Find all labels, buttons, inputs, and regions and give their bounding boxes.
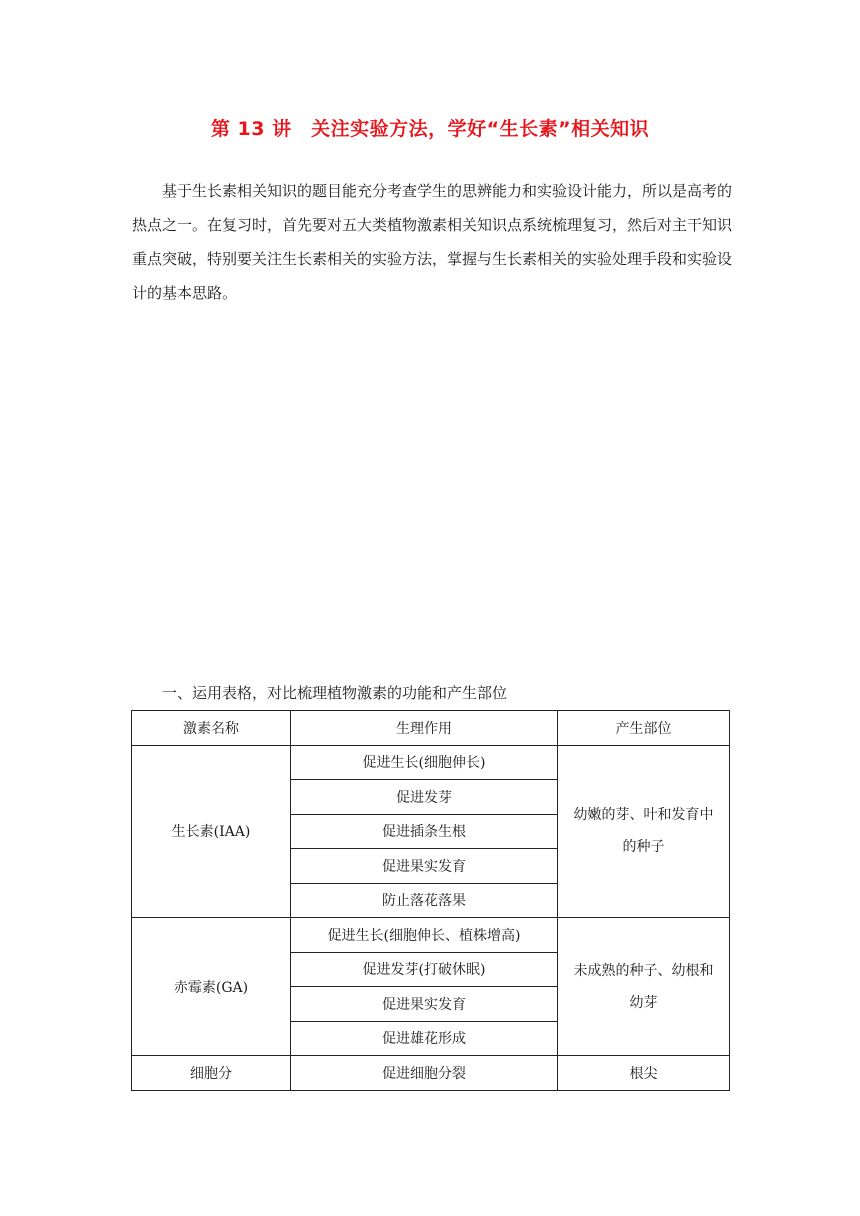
intro-paragraph: 基于生长素相关知识的题目能充分考查学生的思辨能力和实验设计能力，所以是高考的热点之一。在复习时，首先要对五大类植物激素相关知识点系统梳理复习，然后对主干知识重点突破，特别要关注生长素相关的实验方法，掌握与生长素相关的实验处理手段和实验设计的基本思路。 bbox=[132, 182, 733, 302]
hormone-name-cell: 细胞分 bbox=[132, 1056, 291, 1091]
section-heading: 一、运用表格，对比梳理植物激素的功能和产生部位 bbox=[162, 684, 508, 702]
function-cell: 促进细胞分裂 bbox=[291, 1056, 558, 1091]
function-cell: 促进果实发育 bbox=[291, 987, 558, 1022]
hormone-name-cell: 赤霉素(GA) bbox=[132, 918, 291, 1056]
production-site-cell: 根尖 bbox=[558, 1056, 730, 1091]
table-header-row bbox=[132, 711, 730, 746]
hormone-name-cell: 生长素(IAA) bbox=[132, 745, 291, 918]
function-cell: 促进生长(细胞伸长) bbox=[291, 745, 558, 780]
header-production-site: 产生部位 bbox=[558, 711, 730, 746]
function-cell: 促进生长(细胞伸长、植株增高) bbox=[291, 918, 558, 953]
function-cell: 促进发芽(打破休眠) bbox=[291, 952, 558, 987]
page-title: 第 13 讲 关注实验方法，学好“生长素”相关知识 bbox=[210, 118, 650, 140]
production-site-cell bbox=[558, 918, 730, 1056]
function-cell: 促进发芽 bbox=[291, 780, 558, 815]
function-cell: 促进果实发育 bbox=[291, 849, 558, 884]
function-cell: 促进雄花形成 bbox=[291, 1021, 558, 1056]
function-cell: 促进插条生根 bbox=[291, 814, 558, 849]
site-line: 未成熟的种子、幼根和 bbox=[573, 962, 714, 979]
site-line: 的种子 bbox=[622, 839, 665, 856]
site-line: 幼芽 bbox=[629, 994, 658, 1011]
table-row bbox=[132, 918, 730, 953]
hormone-table bbox=[131, 710, 730, 1091]
site-line: 幼嫩的芽、叶和发育中 bbox=[573, 807, 714, 824]
table-row bbox=[132, 1056, 730, 1091]
production-site-cell bbox=[558, 745, 730, 918]
function-cell: 防止落花落果 bbox=[291, 883, 558, 918]
table-row bbox=[132, 745, 730, 780]
header-hormone-name: 激素名称 bbox=[132, 711, 291, 746]
header-function: 生理作用 bbox=[291, 711, 558, 746]
